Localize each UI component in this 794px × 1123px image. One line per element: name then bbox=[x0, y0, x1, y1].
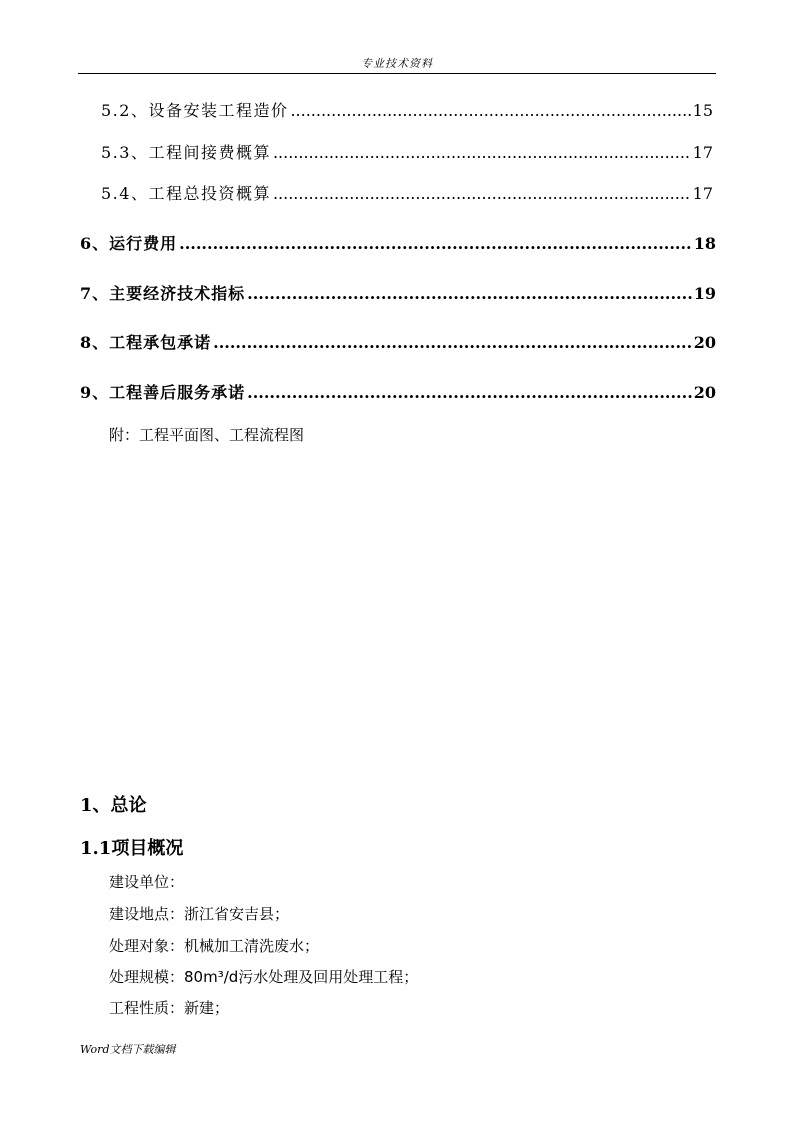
toc-entry-label: 9、工程善后服务承诺 bbox=[80, 383, 246, 402]
toc-page-number: 20 bbox=[693, 383, 716, 402]
toc-dot-leader bbox=[273, 143, 691, 162]
toc-entry-7[interactable] bbox=[80, 281, 716, 304]
toc-entry-label: 5.4、工程总投资概算 bbox=[101, 184, 271, 203]
project-info-nature: 工程性质：新建； bbox=[109, 999, 230, 1017]
toc-entry-label: 8、工程承包承诺 bbox=[80, 333, 212, 352]
toc-page-number: 19 bbox=[693, 284, 716, 303]
toc-dot-leader bbox=[273, 184, 691, 203]
toc-page-number: 15 bbox=[692, 101, 713, 120]
project-info-scale: 处理规模：80m³/d污水处理及回用处理工程； bbox=[109, 968, 419, 986]
appendix-note: 附：工程平面图、工程流程图 bbox=[109, 426, 305, 444]
toc-entry-8[interactable] bbox=[80, 330, 716, 353]
header-divider bbox=[78, 73, 716, 74]
toc-entry-6[interactable] bbox=[80, 231, 716, 254]
toc-page-number: 20 bbox=[693, 333, 716, 352]
toc-entry-label: 5.2、设备安装工程造价 bbox=[101, 101, 289, 120]
toc-entry-9[interactable] bbox=[80, 380, 716, 403]
toc-page-number: 18 bbox=[693, 234, 716, 253]
toc-page-number: 17 bbox=[692, 184, 713, 203]
page-header: 专业技术资料 bbox=[361, 57, 433, 70]
toc-page-number: 17 bbox=[692, 143, 713, 162]
toc-entry-label: 7、主要经济技术指标 bbox=[80, 284, 246, 303]
toc-entry-5-4[interactable] bbox=[101, 181, 713, 204]
toc-entry-5-3[interactable] bbox=[101, 140, 713, 163]
toc-entry-5-2[interactable] bbox=[101, 98, 713, 121]
project-info-target: 处理对象：机械加工清洗废水； bbox=[109, 937, 320, 955]
toc-dot-leader bbox=[213, 333, 692, 352]
toc-dot-leader bbox=[179, 234, 692, 253]
toc-dot-leader bbox=[290, 101, 690, 120]
project-info-location: 建设地点：浙江省安吉县； bbox=[109, 905, 290, 923]
toc-dot-leader bbox=[247, 284, 692, 303]
page-footer: Word文档下载编辑 bbox=[80, 1043, 176, 1056]
toc-entry-label: 5.3、工程间接费概算 bbox=[101, 143, 271, 162]
toc-entry-label: 6、运行费用 bbox=[80, 234, 178, 253]
project-info-unit: 建设单位： bbox=[109, 873, 185, 891]
toc-dot-leader bbox=[247, 383, 692, 402]
section-heading-1: 1、总论 bbox=[80, 795, 147, 816]
section-heading-1-1: 1.1项目概况 bbox=[80, 838, 184, 859]
